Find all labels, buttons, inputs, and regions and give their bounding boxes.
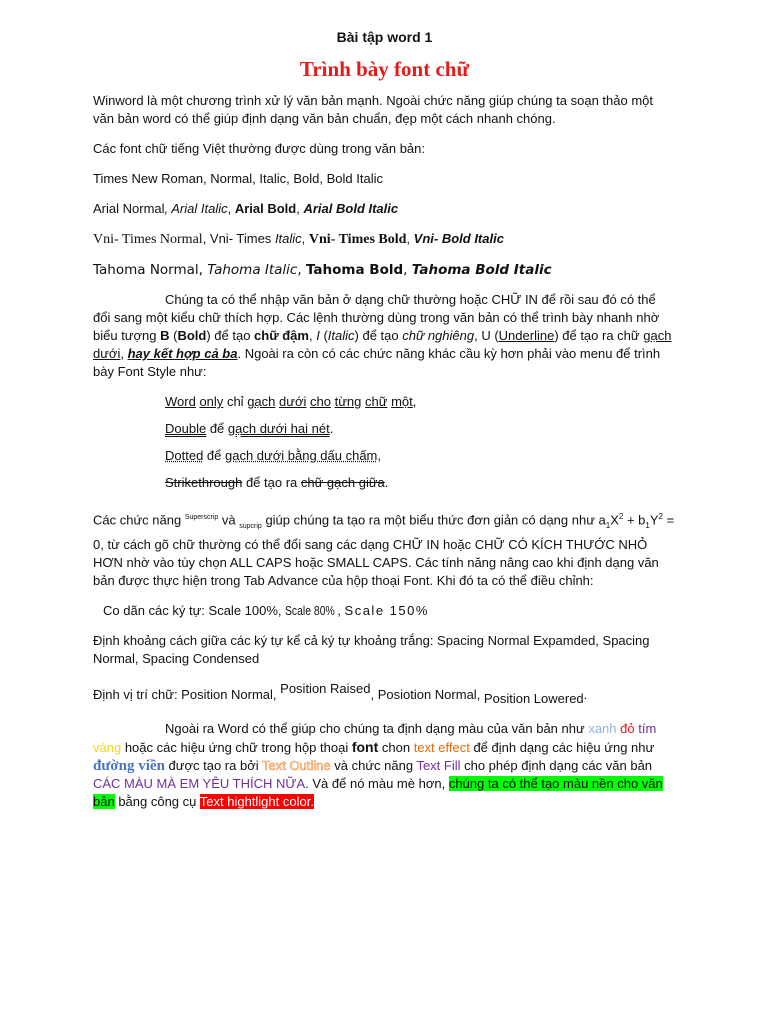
text: được tạo ra bởi [164, 757, 262, 773]
dotted-underline-item [165, 447, 676, 465]
double-sample: gạch dưới hai nét [227, 421, 330, 436]
text: Co dãn các ký tự: Scale 100%, [103, 602, 286, 618]
text: để [203, 448, 225, 463]
text: Định vị trí chữ: Position Normal, [93, 686, 281, 702]
text: X [610, 512, 619, 528]
sup: 2 [618, 512, 624, 521]
text: , [308, 328, 317, 343]
text-effect-sample: text effect [413, 739, 470, 755]
arial-bold-italic: Arial Bold Italic [303, 201, 399, 216]
arial-normal: Arial Normal [93, 201, 165, 216]
color-red-sample: đỏ [620, 720, 635, 736]
color-caps-sample: CÁC MÀU MÀ EM YÊU THÍCH NỮA [93, 775, 306, 791]
text: ) để tạo ra chữ [554, 328, 644, 343]
text: để định dạng các hiệu ứng như [469, 739, 655, 755]
arial-bold: Arial Bold [234, 201, 297, 216]
text: ( [319, 328, 328, 343]
scale-80-sample: Scale 80% [285, 602, 335, 618]
tahoma-bold-italic: Tahoma Bold Italic [411, 262, 552, 278]
text: và chức năng [330, 757, 417, 773]
subscript-sample: supcrip [239, 522, 262, 530]
sep: , [406, 231, 414, 246]
document-heading: Bài tập word 1 [336, 29, 433, 45]
color-yellow-sample: vàng [93, 739, 122, 755]
text: chon [378, 739, 414, 755]
text-outline-sample: Text Outline [261, 757, 331, 773]
strikethrough-item [165, 474, 676, 492]
times-italic: Italic [259, 171, 287, 186]
text: ) để tạo [206, 328, 255, 343]
strike-label: Strikethrough [165, 475, 243, 490]
text: ( [169, 328, 178, 343]
sep: , [286, 171, 294, 186]
text: , Posiotion Normal, [370, 686, 484, 702]
color-purple-sample: tím [638, 720, 657, 736]
combined-sample: hay kết hợp cả ba [127, 346, 238, 361]
tahoma-bold: Tahoma Bold [305, 262, 404, 278]
times-font-line [93, 170, 676, 188]
times-bold-italic: Bold Italic [326, 171, 383, 186]
punct: , [412, 394, 417, 409]
word: một [391, 394, 413, 409]
sep: , Vni- Times [202, 231, 275, 246]
font-word: font [351, 738, 379, 755]
outline-sample: đường viền [93, 757, 165, 774]
red-highlight-sample: Text hightlight color. [199, 793, 314, 809]
italic-word: Italic [327, 328, 355, 343]
sep: , [297, 262, 306, 278]
text-fill-sample: Text Fill [416, 757, 461, 773]
times-bold: Bold [293, 171, 320, 186]
double-label: Double [165, 421, 207, 436]
punct: . [384, 475, 389, 490]
word: chữ [365, 394, 388, 409]
text: + b [623, 512, 646, 528]
superscript-sample: Superscrip [184, 514, 219, 521]
text: giúp chúng ta tạo ra một biểu thức đơn giản có dạng như a [261, 512, 606, 528]
sep: , [337, 602, 345, 618]
sep: , [296, 201, 304, 216]
times-normal: Times New Roman, Normal, [93, 171, 260, 186]
lowered-sample: Position Lowered [483, 690, 584, 706]
text: , [120, 346, 128, 361]
text: để tạo ra [242, 475, 301, 490]
text: hoặc các hiệu ứng chữ trong hộp thoại [121, 739, 352, 755]
vni-italic: Italic [274, 231, 302, 246]
text: . Ngoài ra còn có các chức năng khác cầu kỳ hơn phải vào menu để trình bày Font Style như: [93, 346, 661, 379]
underline-sample: gạch dưới [93, 328, 672, 361]
word: gạch [247, 394, 276, 409]
word-only-item [165, 393, 676, 411]
sep: , [301, 231, 309, 246]
document-title: Trình bày font chữ [299, 57, 470, 81]
sep: , [227, 201, 235, 216]
fonts-intro: Các font chữ tiếng Việt thường được dùng trong văn bản: [93, 141, 426, 156]
formatting-paragraph [93, 291, 676, 381]
text: Chúng ta có thể nhập văn bản ở dạng chữ thường hoặc CHỮ IN để rồi sau đó có thể đổi sang một kiểu chữ thích hợp. Các lệnh thường dùng trong văn bản có thể trình bày nhanh nhờ biểu tượng [93, 292, 660, 343]
sup: 2 [658, 512, 663, 521]
position-line [93, 680, 676, 706]
double-underline-item [165, 420, 676, 438]
text: Các chức năng [93, 512, 185, 528]
text: cho phép định dạng các văn bản [460, 757, 653, 773]
color-paragraph [93, 720, 676, 811]
arial-font-line [93, 200, 676, 218]
sub: 1 [645, 520, 650, 530]
dotted-sample: gạch dưới bằng dấu chấm [225, 448, 378, 463]
tahoma-italic: Tahoma Italic [207, 262, 298, 278]
text: . Và để nó màu mè hơn, [305, 775, 449, 791]
italic-letter: I [316, 328, 320, 343]
tahoma-font-line [93, 261, 676, 279]
text: Y [649, 512, 659, 528]
dotted-label: Dotted [165, 448, 204, 463]
green-highlight-sample: chúng ta có thể tạo màu nền cho văn bản [93, 775, 663, 809]
spacing-paragraph: Định khoảng cách giữa các ký tự kể cả ký tự khoảng trắng: Spacing Normal Expamded, Spacing Normal, Spacing Condensed [93, 632, 650, 666]
bold-sample: chữ đậm [254, 328, 309, 343]
sep: , [319, 171, 327, 186]
text: Ngoài ra Word có thể giúp cho chúng ta định dạng màu của văn bản như [165, 720, 589, 736]
sep: , [403, 262, 412, 278]
scale-150-sample: Scale 150% [344, 602, 429, 618]
word: từng [334, 394, 362, 409]
italic-sample: chữ nghiêng [402, 328, 475, 343]
word: Word [165, 394, 196, 409]
vni-normal: Vni- Times Normal [93, 232, 203, 247]
text: ) để tạo [354, 328, 403, 343]
bold-letter: B [160, 328, 170, 343]
text: và [218, 512, 240, 528]
color-blue-sample: xanh [588, 720, 617, 736]
sub: 1 [605, 520, 611, 530]
vni-bold-italic: Vni- Bold Italic [413, 231, 504, 246]
strike-sample: chữ gạch giữa [300, 475, 385, 490]
bold-word: Bold [177, 328, 207, 343]
text: , U ( [474, 328, 499, 343]
arial-italic: , Arial Italic [164, 201, 228, 216]
scale-line [103, 602, 676, 620]
text: bằng công cụ [114, 793, 200, 809]
word: dưới [279, 394, 307, 409]
tahoma-normal: Tahoma Normal, [93, 262, 208, 278]
underline-word: Underline [498, 328, 555, 343]
raised-sample: Position Raised [280, 680, 371, 696]
punct: , [377, 448, 382, 463]
punct: . [583, 686, 588, 702]
superscript-paragraph [93, 508, 676, 590]
word: chỉ [226, 394, 244, 409]
text: = 0, từ cách gõ chữ thường có thể đổi sang các dạng CHỮ IN hoặc CHỮ CÓ KÍCH THƯỚC NHỎ HƠN nhờ vào tùy chọn ALL CAPS hoặc SMALL CAPS. Các tính năng nâng cao khi định dạng văn bản được thực hiện trong Tab Advance của hộp thoại Font. Khi đó ta có thể điều chỉnh: [93, 512, 675, 588]
word: only [199, 394, 224, 409]
punct: . [329, 421, 334, 436]
word: cho [310, 394, 331, 409]
vni-bold: Vni- Times Bold [308, 232, 407, 247]
text: để [206, 421, 228, 436]
intro-paragraph: Winword là một chương trình xử lý văn bản mạnh. Ngoài chức năng giúp chúng ta soạn thảo một văn bản word có thể giúp định dạng văn bản chuẩn, đẹp một cách nhanh chóng. [93, 93, 653, 126]
vni-font-line [93, 230, 676, 249]
